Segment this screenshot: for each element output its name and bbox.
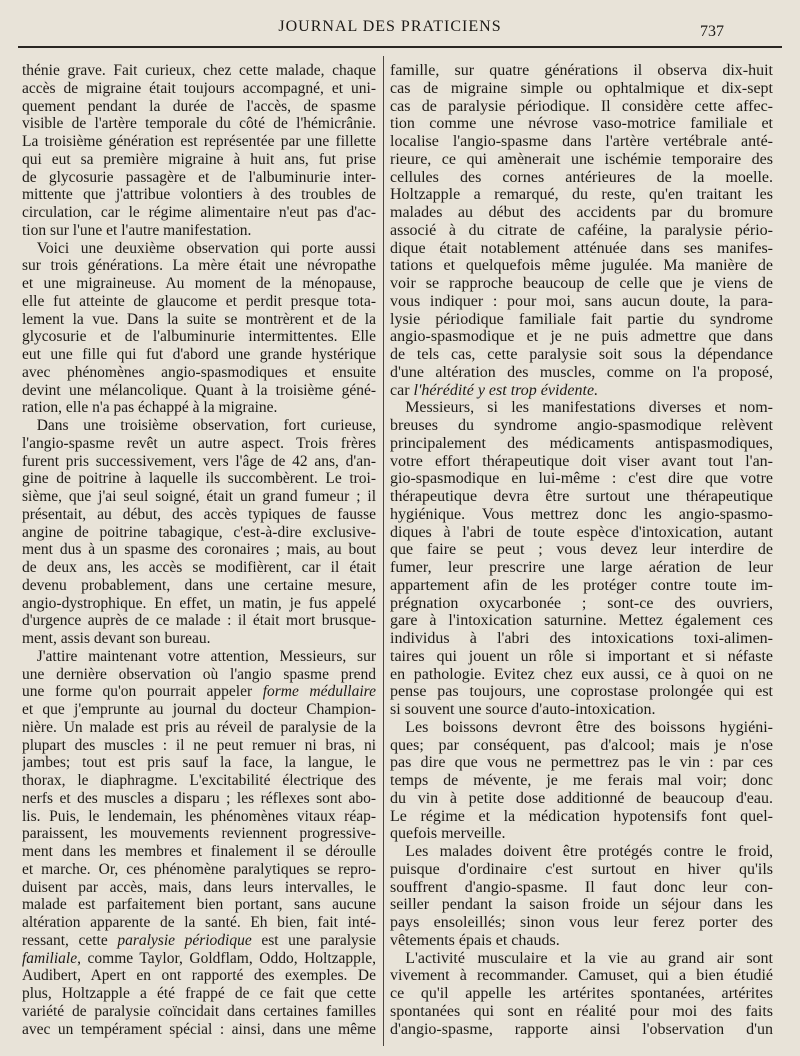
column-left: [22, 62, 376, 1038]
text-line: J'attire maintenant votre attention, Messieurs, sur: [36, 647, 376, 665]
text-line: angine de poitrine tabagique, c'est-à-dire exclusive-: [22, 523, 376, 541]
paragraph: [390, 62, 773, 399]
text-line: prégnation oxycarbonée ; sont-ce des ouvriers,: [390, 594, 773, 612]
text-line: duisent par accès, mais, dans leurs intervalles, le: [22, 878, 376, 896]
text-line: cas de migraine simple ou ophtalmique et dix-sept: [390, 79, 773, 97]
text-line: Holtzapple a remarqué, du reste, qu'en traitant les: [390, 186, 773, 204]
text-run: ressant, cette: [22, 931, 118, 949]
text-line: plupart des muscles : il ne peut remuer ni bras, ni: [22, 736, 376, 754]
text-line: [22, 932, 376, 950]
text-line: localise l'angio-spasme dans l'artère vertébrale anté-: [390, 133, 773, 150]
text-line: seiller pendant la saison froide un séjour dans les: [390, 896, 773, 914]
text-line: tion comme une névrose vaso-motrice familiale et: [390, 115, 773, 133]
text-line: gine de poitrine à laquelle ils succombèrent. Le troi-: [22, 470, 376, 488]
text-line: de glycosurie passagère et de l'albuminurie inter-: [22, 168, 376, 186]
text-line: vêtements épais et chauds.: [390, 931, 560, 949]
paragraph: [390, 399, 773, 719]
text-line: ment, assis devant son bureau.: [22, 630, 211, 647]
text-line: d'urgence auprès de ce malade : il était mort brusque-: [22, 612, 376, 630]
text-line: gare à l'intoxication saturnine. Mettez également ces: [390, 612, 773, 630]
text-line: paraissent, les mouvements reviennent progressive-: [22, 825, 376, 843]
text-line: une dernière observation où l'angio spasme prend: [22, 665, 376, 683]
text-line: taires qui jouent un rôle si important et si néfaste: [390, 647, 773, 665]
text-line: ques; par conséquent, pas d'alcool; mais je n'ose: [390, 736, 773, 754]
text-line: mittente que j'attribue volontiers à des troubles de: [22, 186, 376, 204]
text-run: est une paralysie: [251, 931, 376, 949]
text-run: , comme Taylor, Goldflam, Oddo, Holtzapple,: [77, 949, 376, 967]
text-line: avec un tempérament spécial : ainsi, dans une même: [22, 1020, 376, 1038]
text-line: tion sur l'une et l'autre manifestation.: [22, 221, 252, 239]
text-line: [22, 683, 376, 701]
text-line: La troisième génération est représentée par une fillette: [22, 133, 376, 150]
text-line: lis. Puis, le lendemain, les phénomènes vitaux réap-: [22, 807, 376, 825]
text-line: puisque d'ordinaire c'est surtout en hiver qu'ils: [390, 860, 773, 878]
text-line: spontanées qui sont en réalité pour moi des faits: [390, 1002, 773, 1020]
text-line: Dans une troisième observation, fort curieuse,: [36, 417, 376, 434]
text-line: individus à l'abri des intoxications toxi-alimen-: [390, 630, 773, 647]
text-line: breuses du syndrome angio-spasmodique relèvent: [390, 417, 773, 434]
text-line: devint une mélancolique. Quant à la troisième géné-: [22, 381, 376, 399]
column-divider: [383, 56, 384, 1046]
text-line: jambes; tout est pris sauf la face, la langue, le: [22, 754, 376, 772]
text-line: circulation, car le régime alimentaire n'eut pas d'ac-: [22, 204, 376, 221]
text-line: L'activité musculaire et la vie au grand air sont: [405, 949, 773, 967]
text-line: ration, elle n'a pas échappé à la migraine.: [22, 399, 278, 417]
text-line: malade est parfaitement bien portant, sans aucune: [22, 896, 376, 914]
text-line: diques à l'abri de toute espèce d'intoxication, autant: [390, 523, 773, 541]
text-line: vous indiquer : pour moi, sans aucun doute, la para-: [390, 292, 773, 310]
text-line: avec phénomènes angio-spasmodiques et ensuite: [22, 363, 376, 381]
text-line: hygiénique. Vous mettrez donc les angio-spasmo-: [390, 505, 773, 523]
text-line: Audibert, Apert en ont rapporté des exemples. De: [22, 967, 376, 985]
italic-text: l'hérédité y est trop évidente.: [413, 381, 599, 399]
text-line: gio-spasmodique en lui-même : c'est dire que votre: [390, 470, 773, 488]
text-line: angio-dystrophique. En effet, un matin, je fus appelé: [22, 594, 376, 612]
text-line: famille, sur quatre générations il observa dix-huit: [390, 62, 773, 79]
text-line: principalement des médicaments antispasmodiques,: [390, 434, 773, 452]
italic-text: paralysie périodique: [117, 931, 252, 949]
text-line: d'une altération des muscles, comme on l'a proposé,: [390, 363, 773, 381]
text-line: dique était notablement atténuée dans ses manifes-: [390, 239, 773, 257]
text-line: elle fut atteinte de glaucome et perdit presque tota-: [22, 292, 376, 310]
paragraph: [22, 648, 376, 1039]
paragraph: [22, 62, 376, 240]
italic-text: forme médullaire: [262, 683, 376, 701]
text-line: appartement afin de les protéger contre toute im-: [390, 576, 773, 594]
text-line: furent pris successivement, vers l'âge de 42 ans, d'an-: [22, 452, 376, 470]
paragraph: [390, 719, 773, 843]
text-line: devenu probablement, dans une certaine mesure,: [22, 576, 376, 594]
text-line: de tels cas, cette paralysie soit sous la dépendance: [390, 346, 773, 363]
text-line: temps de mévente, je me ferais mal voir; donc: [390, 772, 773, 789]
text-line: sur trois générations. La mère était une névropathe: [22, 257, 376, 275]
text-line: ment dans les membres et finalement il se déroulle: [22, 843, 376, 860]
text-line: quefois merveille.: [390, 825, 506, 843]
text-line: thérapeutique devra être surtout une thérapeutique: [390, 488, 773, 505]
text-line: l'angio-spasme revêt un autre aspect. Trois frères: [22, 434, 376, 452]
text-line: en pathologie. Evitez chez eux aussi, ce à quoi on ne: [390, 665, 773, 683]
journal-title: JOURNAL DES PRATICIENS: [278, 18, 502, 35]
text-line: [22, 950, 376, 968]
paragraph: [390, 950, 773, 1039]
text-line: cas de paralysie périodique. Il considère cette affec-: [390, 97, 773, 115]
text-line: accès de migraine était toujours accompagné, et uni-: [22, 79, 376, 97]
text-line: glycosurie et de l'albuminurie intermittentes. Elle: [22, 328, 376, 346]
text-line: cellules des cornes antérieures de la moelle.: [390, 168, 773, 186]
paragraph: [390, 843, 773, 950]
text-line: tations et quelquefois même jugulée. Ma manière de: [390, 257, 773, 275]
text-line: altération apparente de la santé. Eh bien, fait inté-: [22, 914, 376, 931]
text-line: vivement à recommander. Camuset, qui a bien étudié: [390, 967, 773, 985]
text-line: pays ensoleillés; sinon vous leur ferez porter des: [390, 914, 773, 931]
text-run: une forme qu'on pourrait appeler: [22, 683, 263, 701]
text-run: car: [390, 381, 414, 399]
page-number: 737: [700, 23, 724, 40]
text-line: pas dire que vous ne permettrez pas le vin : par ces: [390, 754, 773, 772]
text-line: fumer, leur prescrire une large aération de leur: [390, 559, 773, 576]
text-line: Messieurs, si les manifestations diverses et nom-: [405, 399, 773, 417]
text-line: Les boissons devront être des boissons hygiéni-: [405, 718, 773, 736]
text-line: Voici une deuxième observation qui porte aussi: [36, 239, 376, 257]
text-line: présentait, au début, des accès typiques de fausse: [22, 505, 376, 523]
text-line: et que j'emprunte au journal du docteur Champion-: [22, 701, 376, 718]
text-line: ce qu'il appelle les artérites spontanées, artérites: [390, 985, 773, 1002]
text-line: associé à du citrate de caféine, la paralysie pério-: [390, 221, 773, 239]
text-line: d'angio-spasme, rapporte ainsi l'observation d'un: [390, 1020, 773, 1038]
header-rule: [18, 46, 782, 48]
text-line: variété de paralysie coïncidait dans certaines familles: [22, 1002, 376, 1020]
italic-text: familiale: [22, 949, 78, 967]
text-line: eut une fille qui fut d'abord une grande hystérique: [22, 346, 376, 363]
text-line: voir se rapproche beaucoup de celle que je viens de: [390, 275, 773, 292]
text-line: souffrent d'angio-spasme. Il faut donc leur con-: [390, 878, 773, 896]
column-right: [390, 62, 773, 1038]
text-line: sième, que j'ai seul soigné, était un grand fumeur ; il: [22, 488, 376, 505]
text-line: votre effort thérapeutique doit viser avant tout l'an-: [390, 452, 773, 470]
text-line: plus, Holtzapple a été frappé de ce fait que cette: [22, 985, 376, 1002]
paragraph: [22, 417, 376, 648]
text-line: ment dus à un spasme des coronaires ; mais, au bout: [22, 541, 376, 559]
text-line: Le régime et la médication hypotensifs font quel-: [390, 807, 773, 825]
text-line: visible de l'artère temporale du côté de l'hémicrânie.: [22, 115, 376, 133]
text-line: que faire se peut ; vous devez leur interdire de: [390, 541, 773, 559]
text-line: de deux ans, les accès se modifièrent, car il était: [22, 559, 376, 576]
text-line: nerfs et des muscles a disparu ; les réflexes sont abo-: [22, 789, 376, 807]
text-line: et marche. Or, ces phénomène paralytiques se repro-: [22, 860, 376, 878]
text-line: rieure, ce qui amènerait une ischémie temporaire des: [390, 150, 773, 168]
text-line: Les malades doivent être protégés contre le froid,: [405, 843, 773, 860]
text-line: si souvent une source d'auto-intoxication.: [390, 701, 656, 718]
text-line: pense pas toujours, une coprostase prolongée qui est: [390, 683, 773, 701]
text-line: et une migraineuse. Au moment de la ménopause,: [22, 275, 376, 292]
text-line: du vin à petite dose additionné de beaucoup d'eau.: [390, 789, 773, 807]
text-line: thénie grave. Fait curieux, chez cette malade, chaque: [22, 62, 376, 79]
paragraph: [22, 240, 376, 418]
text-line: lysie périodique familiale fait partie du syndrome: [390, 310, 773, 328]
text-line: qui eut sa première migraine à huit ans, fut prise: [22, 150, 376, 168]
text-line: [390, 382, 773, 400]
text-line: angio-spasmodique et je ne puis admettre que dans: [390, 328, 773, 346]
text-line: quement pendant la durée de l'accès, de spasme: [22, 97, 376, 115]
text-line: lement la vue. Dans la suite se montrèrent et de la: [22, 310, 376, 328]
text-line: malades au début des accidents par du bromure: [390, 204, 773, 221]
text-line: thorax, le diaphragme. L'excitabilité électrique des: [22, 772, 376, 789]
text-line: nière. Un malade est pris au réveil de paralysie de la: [22, 718, 376, 736]
